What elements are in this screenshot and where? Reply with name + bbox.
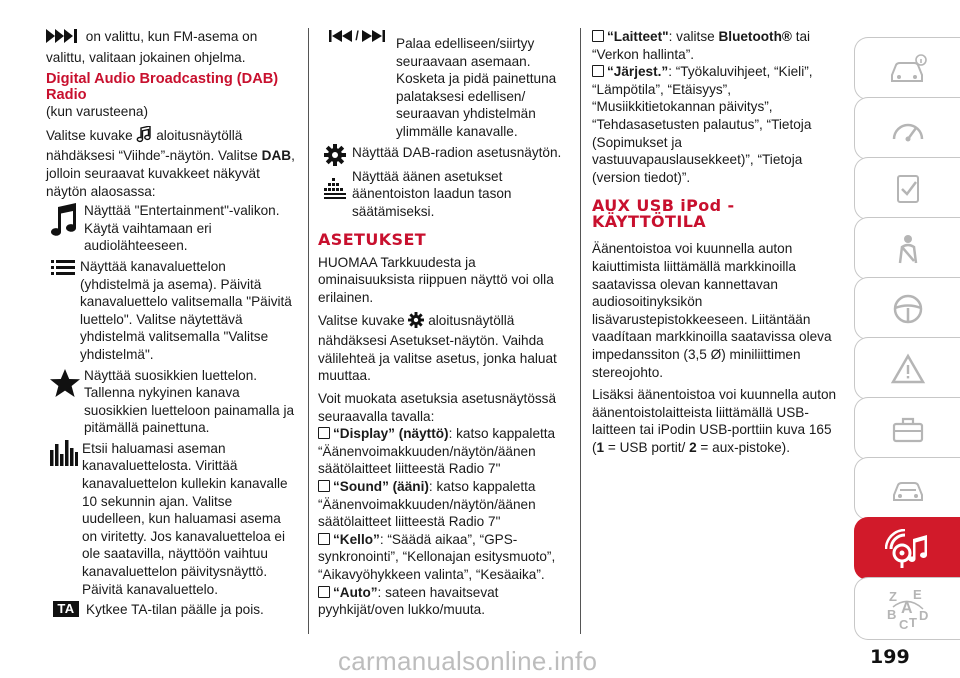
list-item xyxy=(592,63,838,186)
icon-row-scan xyxy=(46,440,296,598)
list-item xyxy=(318,531,568,584)
ta-badge: TA xyxy=(53,601,78,617)
settings-paragraph-3: Voit muokata asetuksia asetusnäytössä seuraavalla tavalla: xyxy=(318,391,557,424)
aux-text-a: Lisäksi äänentoistoa voi kuunnella auton äänentoistolaitteista liittämällä USB-laitteen tai iPodin USB-porttiin kuva 165 ( xyxy=(592,387,837,455)
prev-next-icon xyxy=(318,28,396,42)
warning-triangle-icon xyxy=(888,353,928,385)
icon-row-list xyxy=(46,258,296,364)
tab-safety[interactable] xyxy=(854,157,960,220)
chapter-tabs xyxy=(854,37,960,637)
tab-emergency[interactable] xyxy=(854,337,960,400)
scan-description: Etsii haluamasi aseman kanavaluettelosta. Virittää kanavaluettelon kullekin kanavalle 10 sekunnin ajan. Valitse uudelleen, kun haluamasi asema on viritetty. Jos kanavaluetteloa ei ole saatavilla, näyttöön vaihtuu kanavaluettelon päivitysnäyttö. Päivitä kanavaluettelo. xyxy=(82,440,288,597)
favorites-description: Näyttää suosikkien luettelon. Tallenna nykyinen kanava suosikkien luetteloon painamalla ja pitämällä painettuna. xyxy=(84,367,295,436)
icon-row-entertainment xyxy=(46,202,296,255)
list-item-text: : valitse xyxy=(668,29,719,44)
dab-text-a: Valitse kuvake xyxy=(46,127,133,143)
svg-text:B: B xyxy=(886,606,896,622)
alphabetical-index-icon xyxy=(883,587,933,631)
music-note-icon xyxy=(136,131,156,146)
settings-text-b: aloitusnäytöllä nähdäksesi Asetukset-näytön. Vaihda välilehteä ja valitse asetus, jonka haluat muuttaa. xyxy=(318,312,557,384)
settings-paragraph-2 xyxy=(318,312,568,385)
svg-text:C: C xyxy=(898,616,908,631)
column-3 xyxy=(592,28,838,456)
list-item-text: : “Säädä aikaa”, “GPS-synkronointi”, “Kellonajan esitysmuoto”, “Aikavyöhykkeen valinta”, “Kesäaika”. xyxy=(318,531,556,582)
watermark: carmanualsonline.info xyxy=(338,646,598,676)
settings-heading: ASETUKSET xyxy=(318,230,427,250)
seat-belt-icon xyxy=(888,233,928,265)
dab-text-c: , jolloin seuraavat kuvakkeet näkyvät näytön alaosassa: xyxy=(46,148,295,199)
checkbox-bullet-icon xyxy=(318,586,330,598)
list-item-label: “Laitteet" xyxy=(607,29,669,44)
list-item xyxy=(318,478,568,531)
dab-text-b: aloitusnäytöllä nähdäksesi “Viihde”-näytön. Valitse xyxy=(46,127,258,164)
svg-text:Z: Z xyxy=(888,588,897,604)
car-info-icon xyxy=(888,53,928,85)
list-item-text: : katso kappaletta “Äänenvoimakkuuden/näytön/äänen säätölaitteet liitteestä Radio 7" xyxy=(318,478,536,530)
tab-dashboard[interactable] xyxy=(854,97,960,160)
slash-separator: / xyxy=(355,28,359,43)
column-1 xyxy=(46,28,296,619)
safety-check-icon xyxy=(888,173,928,205)
steering-wheel-icon xyxy=(888,293,928,325)
list-item-label: “Sound” (ääni) xyxy=(333,478,429,494)
sound-settings-icon xyxy=(318,168,352,200)
aux-paragraph-2 xyxy=(592,386,838,456)
settings-text-a: Valitse kuvake xyxy=(318,312,405,328)
column-2 xyxy=(318,28,568,619)
tab-specs[interactable] xyxy=(854,457,960,520)
tab-multimedia[interactable] xyxy=(854,517,960,580)
tab-seatbelt[interactable] xyxy=(854,217,960,280)
music-note-icon xyxy=(46,202,84,238)
svg-text:T: T xyxy=(908,614,917,630)
callout-number-2: 2 xyxy=(689,439,697,455)
icon-row-ta xyxy=(46,601,296,619)
dab-heading: Digital Audio Broadcasting (DAB) Radio xyxy=(46,71,279,103)
svg-text:E: E xyxy=(912,586,922,602)
settings-description: Näyttää DAB-radion asetusnäytön. xyxy=(352,144,562,160)
list-description: Näyttää kanavaluettelon (yhdistelmä ja asema). Päivitä kanavaluettelo valitsemalla "Päivitä luettelo". Valitse näytettävä yhdistelmä valitsemalla "Valitse yhdistelmä". xyxy=(80,258,292,362)
list-icon xyxy=(46,258,80,276)
intro-text: on valittu, kun FM-asema on valittu, valitaan jokainen ohjelma. xyxy=(46,29,258,65)
toolbox-icon xyxy=(888,413,928,445)
car-specs-icon xyxy=(888,473,928,505)
dab-bold: DAB xyxy=(261,148,292,164)
svg-text:D: D xyxy=(918,607,928,623)
list-item xyxy=(318,584,568,619)
list-item xyxy=(592,28,838,63)
list-item-bold: Bluetooth® xyxy=(718,29,792,44)
ta-icon xyxy=(46,601,86,617)
dashboard-gauge-icon xyxy=(888,113,928,145)
list-item-label: “Auto” xyxy=(333,584,378,600)
list-item-text-b: tai “Verkon hallinta”. xyxy=(592,29,811,62)
dab-note: (kun varusteena) xyxy=(46,104,149,120)
aux-text-c: = aux-pistoke). xyxy=(696,439,790,455)
tab-driving[interactable] xyxy=(854,277,960,340)
ta-description: Kytkee TA-tilan päälle ja pois. xyxy=(86,602,264,618)
intro-paragraph xyxy=(46,28,296,66)
page-number: 199 xyxy=(870,646,910,668)
svg-text:A: A xyxy=(900,599,913,617)
checkbox-bullet-icon xyxy=(318,427,330,439)
icon-row-prev-next xyxy=(318,28,568,141)
prev-next-description: Palaa edelliseen/siirtyy seuraavaan asemaan. Kosketa ja pidä painettuna palataksesi edellisen/ seuraavan yhdistelmän ylimmälle kanavalle. xyxy=(396,36,557,139)
aux-text-b: = USB portit/ xyxy=(604,439,690,455)
tab-index[interactable] xyxy=(854,577,960,640)
tab-car-info[interactable] xyxy=(854,37,960,100)
sound-description: Näyttää äänen asetukset äänentoiston laadun tason säätämiseksi. xyxy=(352,168,512,219)
icon-row-favorites xyxy=(46,367,296,437)
gear-icon xyxy=(408,316,428,331)
list-item-text: : “Työkaluvihjeet, “Kieli”, “Lämpötila”, “Etäisyys”, “Musiikkitietokannan päivitys”, “Tehdasasetusten palautus”, “Tietoja (Sopimukset ja vastuuvapauslausekkeet)”, “Tietoja (version tiedot)”. xyxy=(592,64,813,185)
checkbox-bullet-icon xyxy=(592,30,604,42)
dab-paragraph xyxy=(46,126,296,200)
tab-maintenance[interactable] xyxy=(854,397,960,460)
list-item-label: “Järjest.” xyxy=(607,64,669,80)
aux-heading: AUX USB iPod -KÄYTTÖTILA xyxy=(592,196,735,231)
checkbox-bullet-icon xyxy=(318,533,330,545)
star-icon xyxy=(46,367,84,399)
skip-forward-icon xyxy=(46,32,86,47)
list-item-label: “Kello” xyxy=(333,531,380,547)
settings-note: HUOMAA Tarkkuudesta ja ominaisuuksista riippuen näyttö voi olla erilainen. xyxy=(318,254,554,306)
icon-row-settings xyxy=(318,144,568,166)
gear-icon xyxy=(318,144,352,166)
checkbox-bullet-icon xyxy=(592,65,604,77)
aux-paragraph-1: Äänentoistoa voi kuunnella auton kaiuttimista liittämällä markkinoilla saatavissa olevan kannettavan audiosoitinyksikön lisävarustepistokkeeseen. Liitäntään vaadítaan markkinoilla saatavissa oleva impedanssiton (3,5 Ø) miniliittimen stereojohto. xyxy=(592,241,832,380)
multimedia-icon xyxy=(885,529,931,569)
list-item-label: “Display” (näyttö) xyxy=(333,426,449,442)
callout-number-1: 1 xyxy=(596,439,605,455)
list-item xyxy=(318,425,568,478)
list-item-text: : sateen havaitsevat pyyhkijät/oven lukko/muuta. xyxy=(318,584,499,618)
equalizer-bars-icon xyxy=(46,440,82,466)
list-item-text: : katso kappaletta “Äänenvoimakkuuden/näytön/äänen säätölaitteet liitteestä Radio 7" xyxy=(318,426,556,477)
entertainment-description: Näyttää "Entertainment"-valikon. Käytä vaihtamaan eri audiolähteeseen. xyxy=(84,203,280,254)
checkbox-bullet-icon xyxy=(318,480,330,492)
column-divider-2 xyxy=(580,28,581,634)
icon-row-sound xyxy=(318,168,568,221)
column-divider-1 xyxy=(308,28,309,634)
